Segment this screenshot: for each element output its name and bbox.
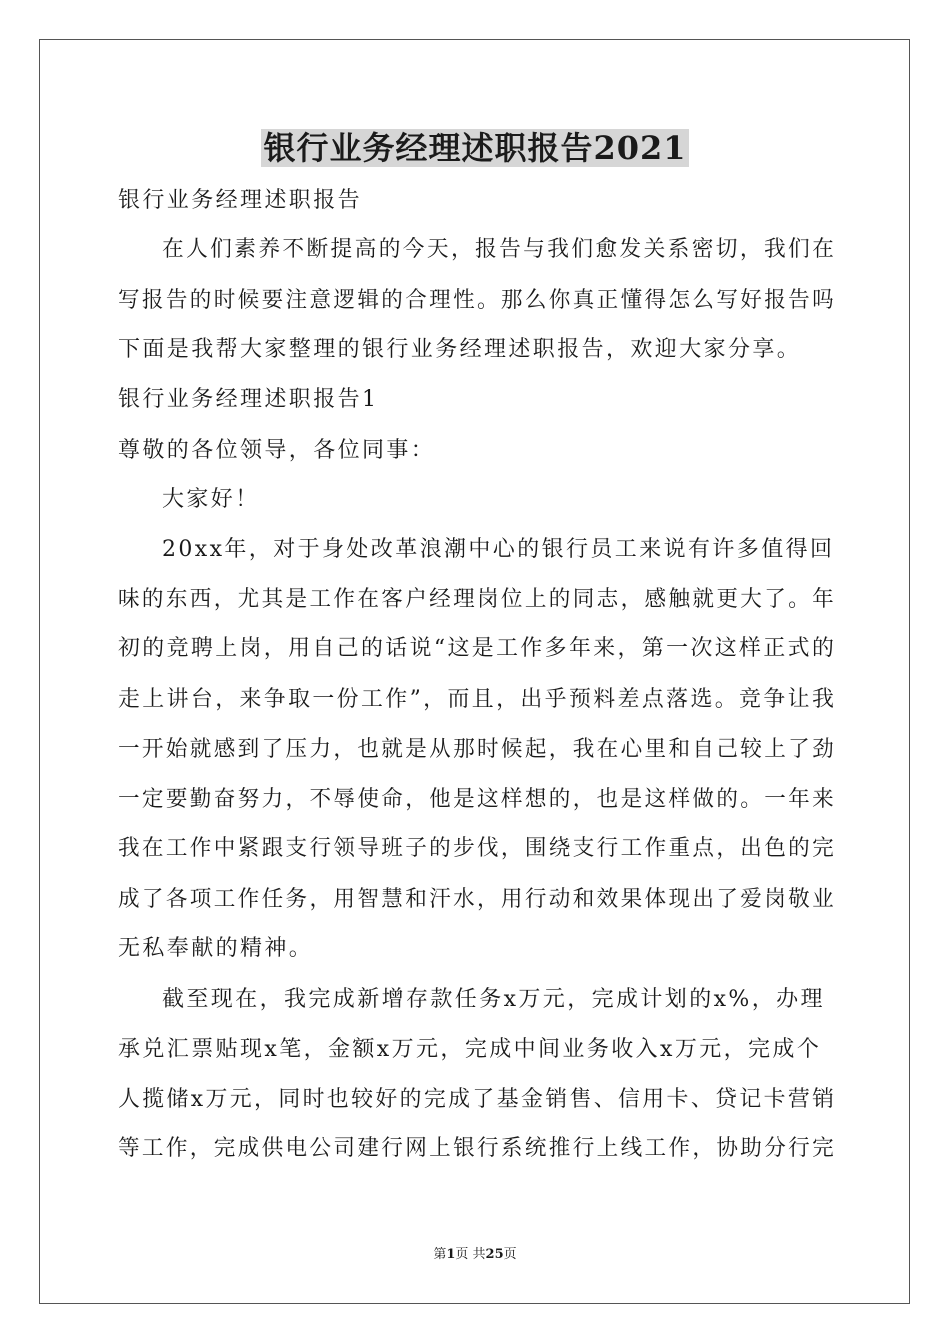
paragraph-line: 走上讲台，来争取一份工作”，而且，出乎预料差点落选。竞争让我 [118, 687, 837, 712]
paragraph-line: 味的东西，尤其是工作在客户经理岗位上的同志，感触就更大了。年 [118, 587, 837, 612]
page-current: 1 [446, 1247, 456, 1262]
paragraph-line: 成了各项工作任务，用智慧和汗水，用行动和效果体现出了爱岗敬业 [118, 887, 837, 912]
document-subtitle: 银行业务经理述职报告 [118, 188, 363, 213]
paragraph-line: 一定要勤奋努力，不辱使命，他是这样想的，也是这样做的。一年来 [118, 787, 837, 812]
page-suffix: 页 [503, 1247, 517, 1262]
page-mid: 页 共 [455, 1247, 486, 1262]
section-heading: 银行业务经理述职报告1 [118, 387, 379, 412]
page-prefix: 第 [433, 1247, 447, 1262]
paragraph-line: 在人们素养不断提高的今天，报告与我们愈发关系密切，我们在 [162, 237, 837, 262]
paragraph-line: 我在工作中紧跟支行领导班子的步伐，围绕支行工作重点，出色的完 [118, 836, 837, 861]
paragraph-line: 承兑汇票贴现x笔，金额x万元，完成中间业务收入x万元，完成个 [118, 1037, 822, 1062]
paragraph-line: 一开始就感到了压力，也就是从那时候起，我在心里和自己较上了劲 [118, 737, 837, 762]
paragraph-line: 截至现在，我完成新增存款任务x万元，完成计划的x%，办理 [162, 987, 825, 1012]
paragraph-line: 初的竞聘上岗，用自己的话说“这是工作多年来，第一次这样正式的 [118, 636, 837, 661]
paragraph-line: 无私奉献的精神。 [118, 936, 314, 961]
document-title [0, 126, 950, 170]
greeting: 大家好！ [162, 487, 260, 512]
paragraph-line: 20xx年，对于身处改革浪潮中心的银行员工来说有许多值得回 [162, 537, 835, 562]
paragraph-line: 等工作，完成供电公司建行网上银行系统推行上线工作，协助分行完 [118, 1136, 837, 1161]
page-total: 25 [485, 1247, 504, 1262]
paragraph-line: 写报告的时候要注意逻辑的合理性。那么你真正懂得怎么写好报告吗 [118, 288, 837, 313]
document-title-text: 银行业务经理述职报告2021 [263, 129, 687, 167]
paragraph-line: 下面是我帮大家整理的银行业务经理述职报告，欢迎大家分享。 [118, 337, 802, 362]
salutation: 尊敬的各位领导，各位同事： [118, 438, 436, 463]
page-footer [0, 1246, 950, 1264]
paragraph-line: 人揽储x万元，同时也较好的完成了基金销售、信用卡、贷记卡营销 [118, 1087, 837, 1112]
